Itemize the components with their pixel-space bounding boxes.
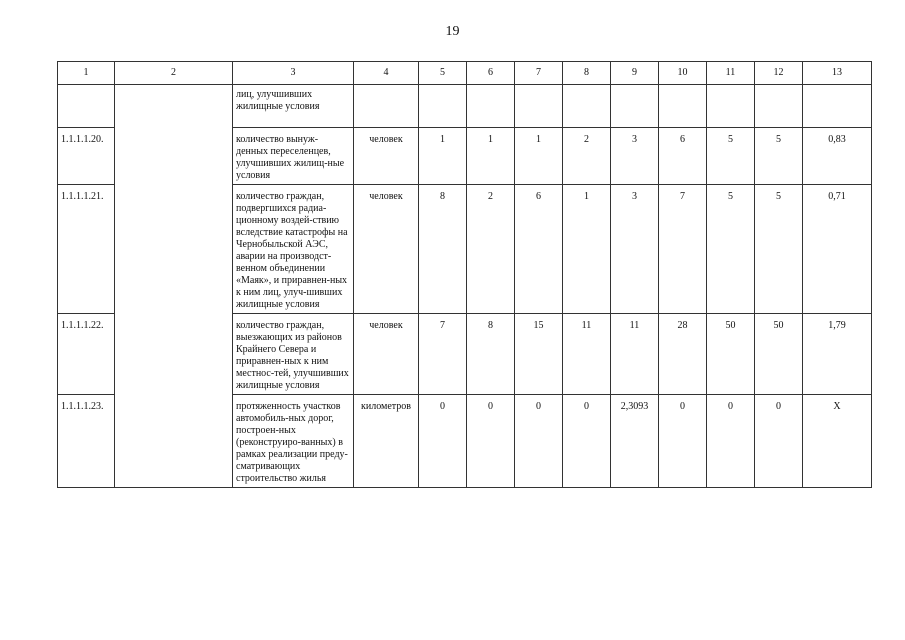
value-cell: 0 xyxy=(707,395,755,488)
value-cell: 5 xyxy=(755,128,803,185)
value-cell: 1,79 xyxy=(803,314,872,395)
value-cell xyxy=(563,85,611,128)
value-cell: 3 xyxy=(611,128,659,185)
unit-cell: километров xyxy=(354,395,419,488)
value-cell: 2 xyxy=(467,185,515,314)
value-cell: 5 xyxy=(755,185,803,314)
value-cell: 8 xyxy=(467,314,515,395)
value-cell xyxy=(707,85,755,128)
table-row xyxy=(58,85,872,128)
row-number: 1.1.1.1.21. xyxy=(58,185,115,314)
value-cell: 0 xyxy=(515,395,563,488)
value-cell: 50 xyxy=(755,314,803,395)
header-cell: 5 xyxy=(419,62,467,85)
unit-cell: человек xyxy=(354,185,419,314)
row-number: 1.1.1.1.22. xyxy=(58,314,115,395)
value-cell: 0 xyxy=(419,395,467,488)
value-cell: 7 xyxy=(659,185,707,314)
value-cell: 2 xyxy=(563,128,611,185)
indicator-name: количество вынуж-денных переселенцев, улучшивших жилищ-ные условия xyxy=(233,128,354,185)
value-cell: 0,71 xyxy=(803,185,872,314)
value-cell xyxy=(755,85,803,128)
value-cell: 0 xyxy=(755,395,803,488)
value-cell: 0 xyxy=(563,395,611,488)
header-cell: 8 xyxy=(563,62,611,85)
header-cell: 11 xyxy=(707,62,755,85)
value-cell xyxy=(515,85,563,128)
value-cell: 1 xyxy=(467,128,515,185)
value-cell: 3 xyxy=(611,185,659,314)
header-row xyxy=(58,62,872,85)
value-cell: 2,3093 xyxy=(611,395,659,488)
unit-cell xyxy=(354,85,419,128)
header-cell: 13 xyxy=(803,62,872,85)
value-cell: 1 xyxy=(515,128,563,185)
value-cell: 0,83 xyxy=(803,128,872,185)
value-cell: 0 xyxy=(659,395,707,488)
header-cell: 3 xyxy=(233,62,354,85)
value-cell: 50 xyxy=(707,314,755,395)
header-cell: 9 xyxy=(611,62,659,85)
header-cell: 12 xyxy=(755,62,803,85)
header-cell: 10 xyxy=(659,62,707,85)
value-cell: 1 xyxy=(419,128,467,185)
value-cell: 6 xyxy=(659,128,707,185)
merged-column-2-cell xyxy=(115,85,233,488)
value-cell: 8 xyxy=(419,185,467,314)
value-cell: 11 xyxy=(563,314,611,395)
value-cell: 15 xyxy=(515,314,563,395)
value-cell: 11 xyxy=(611,314,659,395)
value-cell xyxy=(419,85,467,128)
header-cell: 7 xyxy=(515,62,563,85)
value-cell xyxy=(467,85,515,128)
value-cell: 7 xyxy=(419,314,467,395)
indicators-table xyxy=(57,61,872,488)
indicator-name: количество граждан, подвергшихся радиа-ционному воздей-ствию вследствие катастрофы на Чернобыльской АЭС, аварии на производст-венном объединении «Маяк», и приравнен-ных к ним лиц, улуч-шивших жилищные условия xyxy=(233,185,354,314)
page-number: 19 xyxy=(445,24,460,39)
row-number: 1.1.1.1.20. xyxy=(58,128,115,185)
header-cell: 6 xyxy=(467,62,515,85)
indicator-name: лиц, улучшивших жилищные условия xyxy=(233,85,354,128)
indicator-name: количество граждан, выезжающих из районов Крайнего Севера и приравнен-ных к ним местнос-тей, улучшивших жилищные условия xyxy=(233,314,354,395)
value-cell: 5 xyxy=(707,185,755,314)
row-number: 1.1.1.1.23. xyxy=(58,395,115,488)
indicator-name: протяженность участков автомобиль-ных дорог, построен-ных (реконструиро-ванных) в рамках реализации преду-сматривающих строительство жилья xyxy=(233,395,354,488)
value-cell: 1 xyxy=(563,185,611,314)
value-cell xyxy=(611,85,659,128)
value-cell: 5 xyxy=(707,128,755,185)
value-cell: X xyxy=(803,395,872,488)
value-cell: 6 xyxy=(515,185,563,314)
unit-cell: человек xyxy=(354,128,419,185)
row-number xyxy=(58,85,115,128)
header-cell: 4 xyxy=(354,62,419,85)
value-cell: 28 xyxy=(659,314,707,395)
header-cell: 1 xyxy=(58,62,115,85)
value-cell xyxy=(659,85,707,128)
unit-cell: человек xyxy=(354,314,419,395)
value-cell: 0 xyxy=(467,395,515,488)
header-cell: 2 xyxy=(115,62,233,85)
value-cell xyxy=(803,85,872,128)
